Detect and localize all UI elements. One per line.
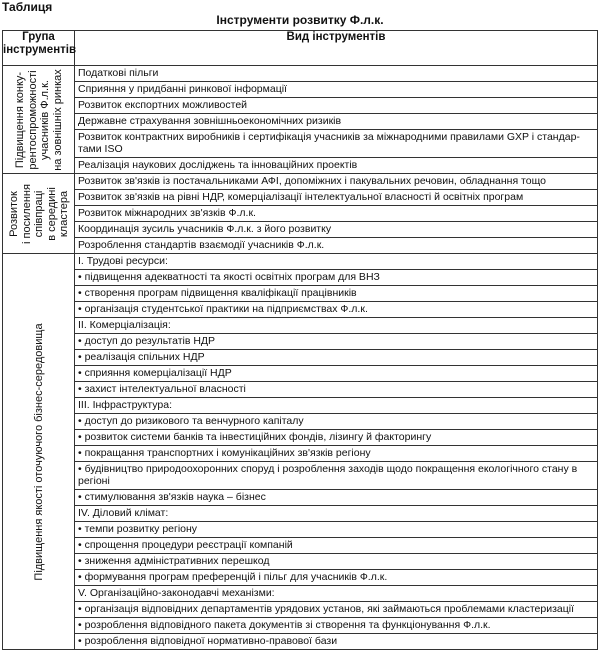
list-item: ІІІ. Інфраструктура: — [75, 398, 597, 414]
group-name-line: рентоспроможності — [26, 69, 38, 170]
list-item: Розвиток контрактних виробників і сертифікація учасників за міжнародними правилами GXP і стандар-тами ISO — [75, 130, 597, 158]
group-name-line: і посилення — [19, 183, 32, 244]
header-row — [3, 31, 598, 66]
group-name-line: Розвиток — [7, 190, 20, 237]
list-item: Реалізація наукових досліджень та інноваційних проектів — [78, 159, 358, 171]
list-item: • формування програм преференцій і пільг для учасників Ф.л.к. — [75, 570, 597, 586]
list-item: Розвиток зв'язків із постачальниками АФІ, допоміжних і пакувальних речовин, обладнання тощо — [75, 174, 597, 190]
list-item: • організація відповідних департаментів урядових установ, які займаються проблемами кластеризації — [75, 602, 597, 618]
list-item: • розроблення відповідної нормативно-правової бази — [75, 634, 597, 649]
list-item: V. Організаційно-законодавчі механізми: — [75, 586, 597, 602]
header-kind: Вид інструментів — [75, 31, 598, 66]
table-row — [3, 174, 598, 254]
group-name-line: учасників Ф.л.к. — [38, 79, 51, 160]
items-cell — [75, 174, 598, 254]
list-item: Розроблення стандартів взаємодії учасників Ф.л.к. — [78, 239, 325, 251]
group-name-line: Підвищення конку- — [13, 71, 26, 168]
list-item: • доступ до ризикового та венчурного капіталу — [75, 414, 597, 430]
list-item: • підвищення адекватності та якості освітніх програм для ВНЗ — [75, 270, 597, 286]
list-item: • темпи розвитку регіону — [75, 522, 597, 538]
header-group: Група інструментів — [3, 31, 75, 66]
instruments-table — [2, 30, 598, 650]
group-cell — [3, 66, 75, 174]
list-item: • сприяння комерціалізації НДР — [75, 366, 597, 382]
list-item: Координація зусиль учасників Ф.л.к. з його розвитку — [75, 222, 597, 238]
list-item: • стимулювання зв'язків наука – бізнес — [75, 490, 597, 506]
list-item: Державне страхування зовнішньоекономічних ризиків — [75, 114, 597, 130]
list-item: ІІ. Комерціалізація: — [75, 318, 597, 334]
list-item: • доступ до результатів НДР — [75, 334, 597, 350]
table-label: Таблиця — [2, 0, 53, 14]
list-item: Сприяння у придбанні ринкової інформації — [75, 82, 597, 98]
items-cell — [75, 254, 598, 650]
list-item: • покращання транспортних і комунікаційних зв'язків регіону — [75, 446, 597, 462]
table-row — [3, 66, 598, 174]
group-name-line: в середині — [44, 186, 57, 241]
list-item: Податкові пільги — [75, 66, 597, 82]
items-cell — [75, 66, 598, 174]
list-item: • розвиток системи банків та інвестиційних фондів, лізингу й факторингу — [75, 430, 597, 446]
list-item: • захист інтелектуальної власності — [75, 382, 597, 398]
list-item: • будівництво природоохоронних споруд і розроблення заходів щодо покращення екологічного стану в регіоні — [75, 462, 597, 490]
list-item: • зниження адміністративних перешкод — [75, 554, 597, 570]
list-item: • створення програм підвищення кваліфікації працівників — [75, 286, 597, 302]
list-item: • організація студентської практики на підприємствах Ф.л.к. — [75, 302, 597, 318]
group-name — [14, 69, 64, 171]
table-row — [3, 254, 598, 650]
list-item: • реалізація спільних НДР — [75, 350, 597, 366]
group-name-line: на зовнішніх ринках — [51, 68, 63, 171]
group-cell — [3, 174, 75, 254]
group-name-line: співпраці — [32, 190, 45, 237]
list-item: • спрощення процедури реєстрації компаній — [75, 538, 597, 554]
table-body — [3, 66, 598, 650]
list-item: Розвиток міжнародних зв'язків Ф.л.к. — [75, 206, 597, 222]
group-name — [7, 184, 70, 244]
group-name-line: Підвищення якості оточуючого бізнес-середовища — [32, 322, 45, 581]
list-item: • розроблення відповідного пакета документів зі створення та функціонування Ф.л.к. — [75, 618, 597, 634]
group-name — [32, 323, 45, 580]
list-item: IV. Діловий клімат: — [75, 506, 597, 522]
list-item: Розвиток експортних можливостей — [75, 98, 597, 114]
list-item: І. Трудові ресурси: — [75, 254, 597, 270]
list-item: Розвиток зв'язків на рівні НДР, комерціалізації інтелектуальної власності й освітніх програм — [75, 190, 597, 206]
group-name-line: кластера — [57, 190, 70, 237]
group-cell — [3, 254, 75, 650]
table-title: Інструменти розвитку Ф.л.к. — [216, 13, 384, 27]
